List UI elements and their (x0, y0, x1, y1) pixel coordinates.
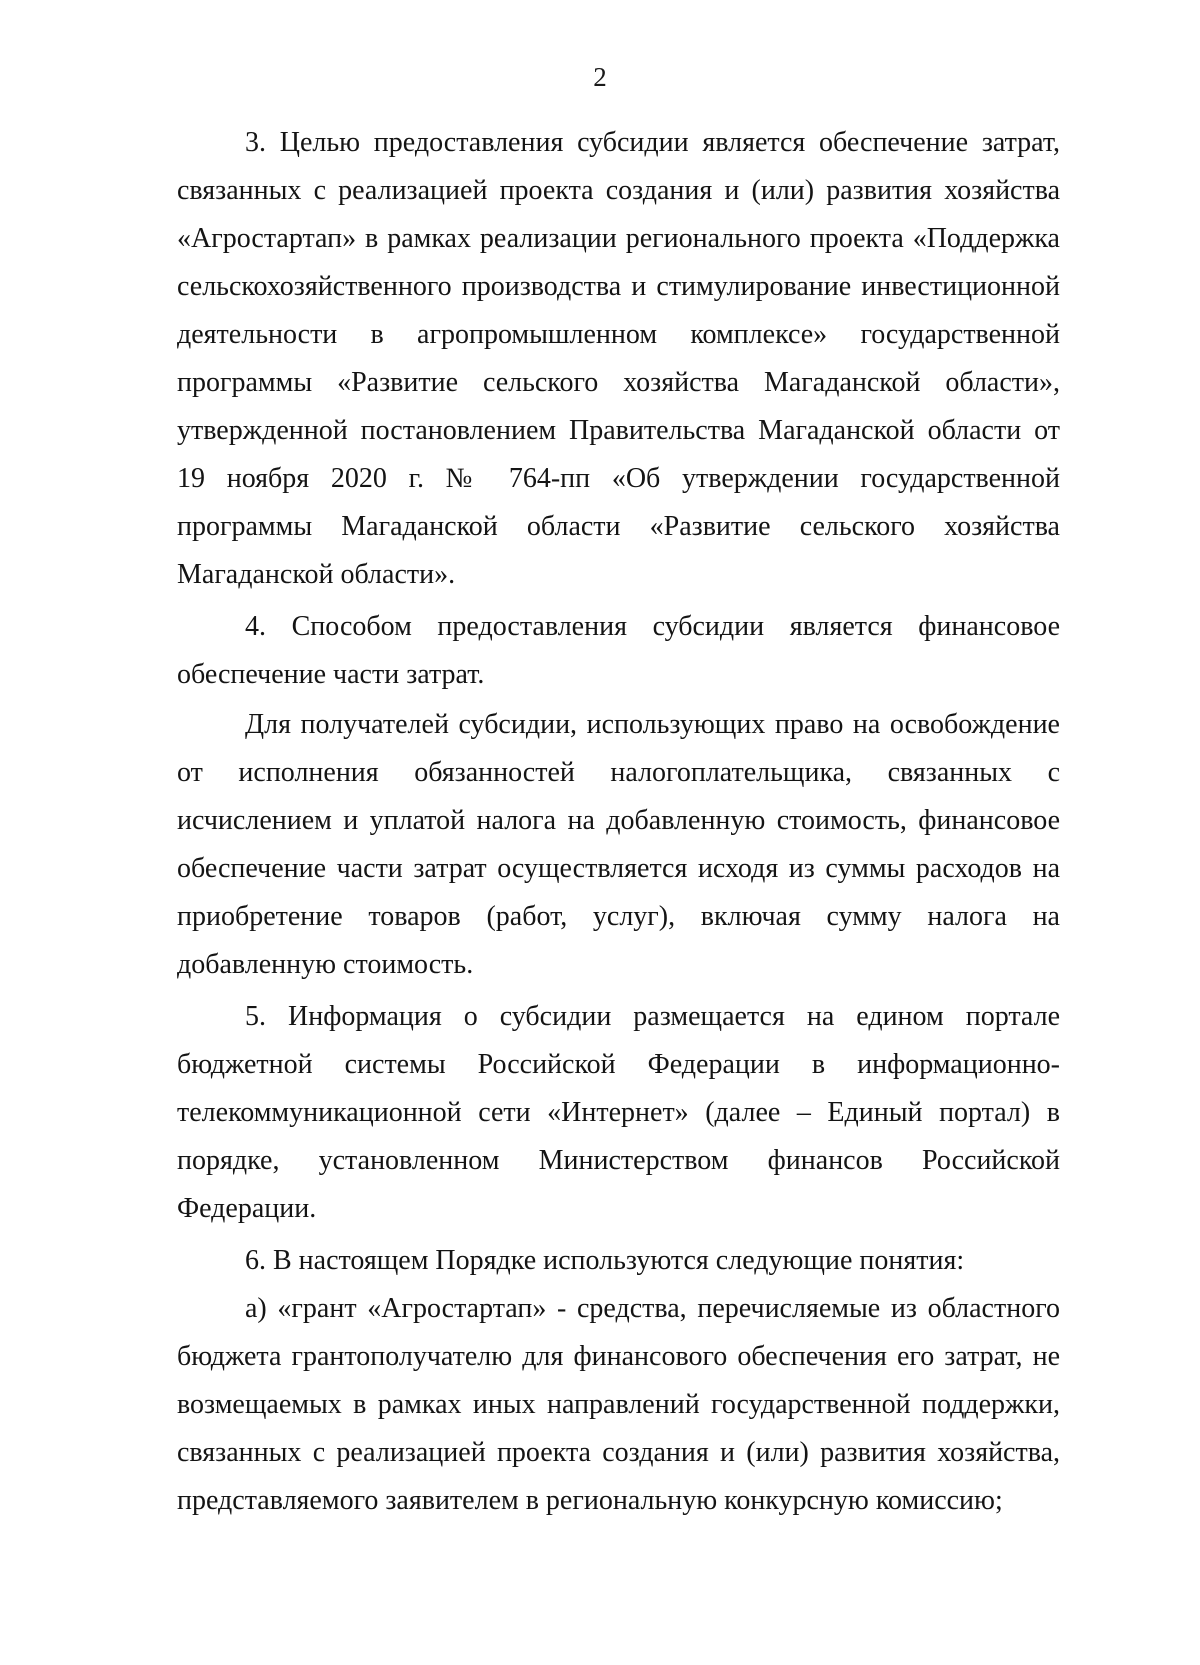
page-number: 2 (593, 62, 607, 92)
paragraph-4: 4. Способом предоставления субсидии является финансовое обеспечение части затрат. (177, 611, 1060, 690)
paragraph-4-vat-clause: Для получателей субсидии, использующих право на освобождение от исполнения обязанностей налогоплательщика, связанных с исчислением и уплатой налога на добавленную стоимость, финансовое обеспечение части затрат осуществляется исходя из суммы расходов на приобретение товаров (работ, услуг), включая сумму налога на добавленную стоимость. (177, 709, 1060, 980)
paragraph-6: 6. В настоящем Порядке используются следующие понятия: (245, 1245, 965, 1276)
document-body (177, 115, 1060, 1525)
paragraph-3: 3. Целью предоставления субсидии является обеспечение затрат, связанных с реализацией проекта создания и (или) развития хозяйства «Агростартап» в рамках реализации регионального проекта «Поддержка сельскохозяйственного производства и стимулирование инвестиционной деятельности в агропромышленном комплексе» государственной программы «Развитие сельского хозяйства Магаданской области», утвержденной постановлением Правительства Магаданской области от 19 ноября 2020 г. № 764-пп «Об утверждении государственной программы Магаданской области «Развитие сельского хозяйства Магаданской области». (177, 127, 1060, 590)
paragraph-5: 5. Информация о субсидии размещается на едином портале бюджетной системы Российской Федерации в информационно-телекоммуникационной сети «Интернет» (далее – Единый портал) в порядке, установленном Министерством финансов Российской Федерации. (177, 1001, 1060, 1224)
paragraph-6-item-a: а) «грант «Агростартап» - средства, перечисляемые из областного бюджета грантополучателю для финансового обеспечения его затрат, не возмещаемых в рамках иных направлений государственной поддержки, связанных с реализацией проекта создания и (или) развития хозяйства, представляемого заявителем в региональную конкурсную комиссию; (177, 1293, 1060, 1516)
